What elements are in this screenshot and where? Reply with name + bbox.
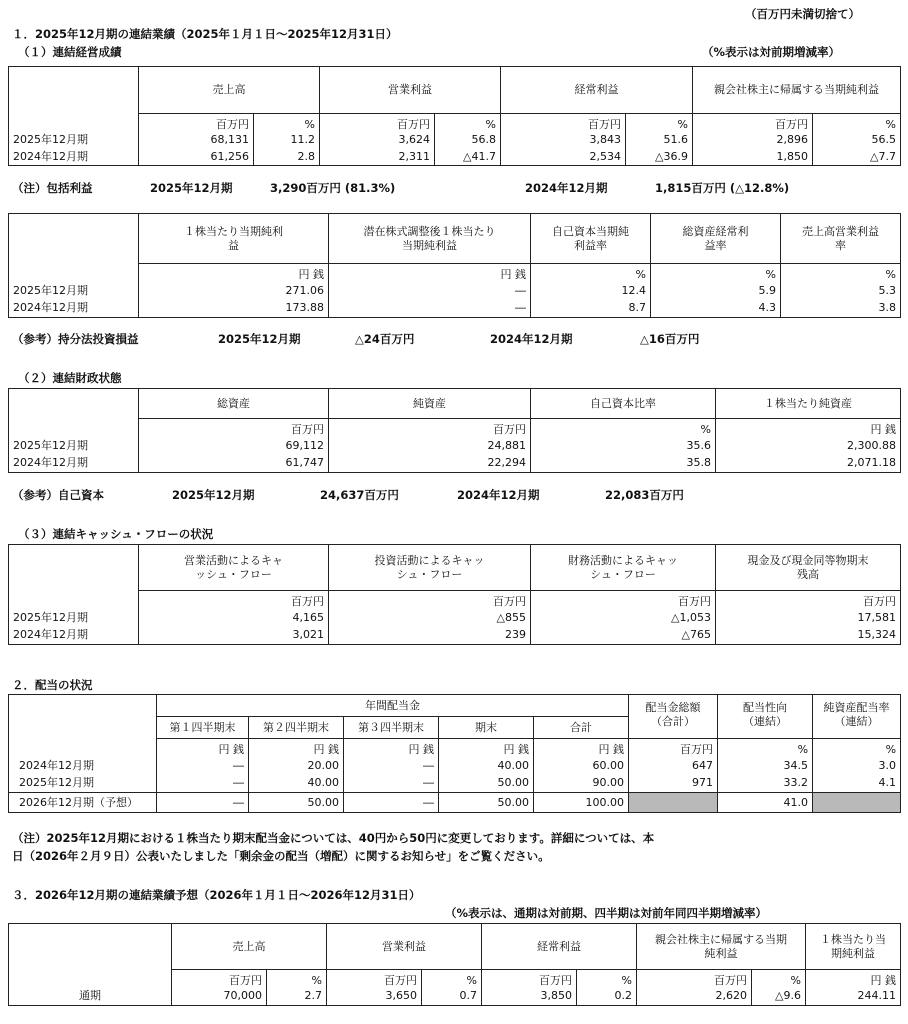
value-cell: ― [329,282,531,300]
unit-cell: 百万円 [329,419,531,437]
unit-cell: % [254,114,320,132]
corner-cell [9,695,157,739]
shaded-cell [813,793,901,813]
shaded-cell [629,793,718,813]
value-cell: 50.00 [249,793,344,813]
comprehensive-income-period1: 2025年12月期 [150,181,233,195]
header-investing-cf: 投資活動によるキャッシュ・フロー [329,545,531,591]
unit-cell: % [813,114,901,132]
unit-cell: % [781,264,901,282]
value-cell: 50.00 [439,775,534,793]
unit-cell: 百万円 [716,591,901,609]
value-cell: △1,053 [531,609,716,627]
value-cell: 1,850 [693,149,813,166]
unit-cell: 百万円 [482,970,577,988]
header-financing-cf: 財務活動によるキャッシュ・フロー [531,545,716,591]
value-cell: 2.8 [254,149,320,166]
unit-cell: 円 銭 [716,419,901,437]
table-row [9,455,901,473]
header-q3-end: 第３四半期末 [344,717,439,739]
value-cell: 35.8 [531,455,716,473]
own-capital-value1: 24,637百万円 [320,488,399,502]
header-year-end: 期末 [439,717,534,739]
comprehensive-income-period2: 2024年12月期 [525,181,608,195]
unit-cell: 円 銭 [329,264,531,282]
unit-cell: 百万円 [501,114,626,132]
unit-cell: 百万円 [320,114,435,132]
row-label: 2025年12月期 [9,609,139,627]
value-cell: 40.00 [249,775,344,793]
unit-cell: 円 銭 [249,739,344,757]
value-cell: 70,000 [172,988,267,1006]
unit-row-label [9,264,139,282]
unit-cell: 円 銭 [157,739,249,757]
table-row [9,775,901,793]
unit-cell: 百万円 [329,591,531,609]
comprehensive-income-label: （注）包括利益 [12,181,93,195]
header-q2-end: 第２四半期末 [249,717,344,739]
row-label: 2024年12月期 [9,627,139,645]
value-cell: 61,747 [139,455,329,473]
value-cell: ― [329,300,531,318]
header-doe: 純資産配当率（連結） [813,695,901,739]
section1-sub-title: （１）連結経営成績 [18,45,122,59]
unit-note: （百万円未満切捨て） [745,7,860,21]
unit-cell: % [752,970,806,988]
header-diluted-eps: 潜在株式調整後１株当たり当期純利益 [329,214,531,264]
header-sales: 売上高 [139,67,320,114]
per-share-table [8,213,901,318]
value-cell: 2,620 [637,988,752,1006]
corner-cell [9,67,139,114]
value-cell: △9.6 [752,988,806,1006]
section1-title: １．2025年12月期の連結業績（2025年１月１日～2025年12月31日） [12,27,398,41]
value-cell: 50.00 [439,793,534,813]
unit-cell: 百万円 [637,970,752,988]
unit-cell: % [813,739,901,757]
header-cash-end: 現金及び現金同等物期末残高 [716,545,901,591]
table-row [9,988,901,1006]
unit-cell: 百万円 [531,591,716,609]
header-total-assets: 総資産 [139,389,329,419]
corner-cell [9,924,172,970]
header-net-income: 親会社株主に帰属する当期純利益 [637,924,806,970]
value-cell: 0.2 [577,988,637,1006]
row-label: 2025年12月期 [9,282,139,300]
header-q1-end: 第１四半期末 [157,717,249,739]
unit-cell: % [531,419,716,437]
value-cell: 3.8 [781,300,901,318]
table-row [9,757,901,775]
row-label: 通期 [9,988,172,1006]
unit-cell: % [718,739,813,757]
value-cell: 68,131 [139,132,254,149]
unit-cell: % [267,970,327,988]
header-total: 合計 [534,717,629,739]
header-net-income: 親会社株主に帰属する当期純利益 [693,67,901,114]
value-cell: 244.11 [806,988,901,1006]
own-capital-value2: 22,083百万円 [605,488,684,502]
value-cell: 3.0 [813,757,901,775]
unit-cell: 百万円 [693,114,813,132]
value-cell: 0.7 [422,988,482,1006]
value-cell: 11.2 [254,132,320,149]
equity-method-period1: 2025年12月期 [218,332,301,346]
table-row [9,300,901,318]
cash-flow-table [8,544,901,645]
own-capital-label: （参考）自己資本 [12,488,104,502]
header-ordinary-income: 経常利益 [501,67,693,114]
value-cell: 60.00 [534,757,629,775]
dividend-note-line2: 日（2026年２月９日）公表いたしました「剰余金の配当（増配）に関するお知らせ」をご覧ください。 [12,849,550,863]
value-cell: 90.00 [534,775,629,793]
value-cell: 2.7 [267,988,327,1006]
row-label: 2024年12月期 [9,300,139,318]
value-cell: △7.7 [813,149,901,166]
unit-cell: 百万円 [139,114,254,132]
value-cell: 3,021 [139,627,329,645]
value-cell: △36.9 [626,149,693,166]
value-cell: 12.4 [531,282,651,300]
unit-cell: 百万円 [172,970,267,988]
value-cell: 33.2 [718,775,813,793]
dividends-title: ２．配当の状況 [12,678,93,692]
equity-method-value2: △16百万円 [640,332,700,346]
value-cell: 22,294 [329,455,531,473]
unit-cell: 円 銭 [439,739,534,757]
equity-method-value1: △24百万円 [355,332,415,346]
value-cell: △855 [329,609,531,627]
value-cell: 3,843 [501,132,626,149]
value-cell: 15,324 [716,627,901,645]
unit-cell: 百万円 [139,591,329,609]
section3-title: （３）連結キャッシュ・フローの状況 [18,527,214,541]
row-label: 2024年12月期 [9,149,139,166]
unit-cell: % [577,970,637,988]
unit-cell: % [531,264,651,282]
header-payout-ratio: 配当性向（連結） [718,695,813,739]
operating-results-table [8,66,901,166]
unit-cell: 円 銭 [806,970,901,988]
header-net-assets: 純資産 [329,389,531,419]
value-cell: 3,850 [482,988,577,1006]
value-cell: 51.6 [626,132,693,149]
value-cell: 2,534 [501,149,626,166]
table-row [9,132,901,149]
dividend-note-line1: （注）2025年12月期における１株当たり期末配当金については、40円から50円に変更しております。詳細については、本 [12,831,655,845]
value-cell: 56.5 [813,132,901,149]
table-row [9,627,901,645]
comprehensive-income-value1: 3,290百万円 (81.3%) [270,181,396,195]
value-cell: 8.7 [531,300,651,318]
value-cell: 4.1 [813,775,901,793]
comprehensive-income-value2: 1,815百万円 (△12.8%) [655,181,790,195]
row-label: 2025年12月期 [9,775,157,793]
value-cell: 2,896 [693,132,813,149]
header-equity-ratio: 自己資本比率 [531,389,716,419]
pct-note: （%表示は対前期増減率） [702,45,841,59]
header-operating-income: 営業利益 [320,67,501,114]
header-total-dividends: 配当金総額（合計） [629,695,718,739]
own-capital-period2: 2024年12月期 [457,488,540,502]
unit-cell: % [651,264,781,282]
value-cell: 3,650 [327,988,422,1006]
unit-cell: 百万円 [139,419,329,437]
value-cell: 24,881 [329,437,531,455]
corner-cell [9,545,139,591]
unit-cell: 百万円 [327,970,422,988]
forecast-row [9,793,901,813]
value-cell: ― [344,775,439,793]
corner-cell [9,214,139,264]
unit-row-label [9,970,172,988]
forecast-table [8,923,901,1006]
value-cell: 100.00 [534,793,629,813]
value-cell: 41.0 [718,793,813,813]
header-operating-cf: 営業活動によるキャッシュ・フロー [139,545,329,591]
value-cell: 34.5 [718,757,813,775]
value-cell: ― [344,757,439,775]
table-row [9,149,901,166]
header-ordinary-income: 経常利益 [482,924,637,970]
unit-cell: % [435,114,501,132]
value-cell: 40.00 [439,757,534,775]
unit-cell: 円 銭 [534,739,629,757]
value-cell: 2,300.88 [716,437,901,455]
value-cell: 239 [329,627,531,645]
header-eps: １株当たり当期純利益 [139,214,329,264]
forecast-title: ３．2026年12月期の連結業績予想（2026年１月１日～2026年12月31日） [12,888,421,902]
value-cell: 647 [629,757,718,775]
unit-cell: % [626,114,693,132]
unit-cell: % [422,970,482,988]
value-cell: 173.88 [139,300,329,318]
value-cell: ― [344,793,439,813]
header-operating-margin: 売上高営業利益率 [781,214,901,264]
row-label: 2024年12月期 [9,455,139,473]
table-row [9,282,901,300]
header-sales: 売上高 [172,924,327,970]
value-cell: 17,581 [716,609,901,627]
value-cell: ― [157,775,249,793]
value-cell: 4,165 [139,609,329,627]
value-cell: 971 [629,775,718,793]
header-operating-income: 営業利益 [327,924,482,970]
own-capital-period1: 2025年12月期 [172,488,255,502]
value-cell: △41.7 [435,149,501,166]
header-roa: 総資産経常利益率 [651,214,781,264]
value-cell: 5.3 [781,282,901,300]
row-label: 2025年12月期 [9,132,139,149]
header-annual-dividend: 年間配当金 [157,695,629,717]
value-cell: ― [157,793,249,813]
unit-row-label [9,591,139,609]
value-cell: 20.00 [249,757,344,775]
value-cell: 56.8 [435,132,501,149]
value-cell: 2,071.18 [716,455,901,473]
value-cell: △765 [531,627,716,645]
equity-method-label: （参考）持分法投資損益 [12,332,139,346]
header-bps: １株当たり純資産 [716,389,901,419]
row-label: 2024年12月期 [9,757,157,775]
corner-cell [9,389,139,419]
unit-cell: 円 銭 [139,264,329,282]
unit-cell: 円 銭 [344,739,439,757]
dividends-table [8,694,901,813]
value-cell: 271.06 [139,282,329,300]
unit-row-label [9,114,139,132]
value-cell: 69,112 [139,437,329,455]
table-row [9,437,901,455]
unit-cell: 百万円 [629,739,718,757]
value-cell: 5.9 [651,282,781,300]
header-roe: 自己資本当期純利益率 [531,214,651,264]
value-cell: 3,624 [320,132,435,149]
forecast-pct-note: （%表示は、通期は対前期、四半期は対前年同四半期増減率） [445,906,768,920]
value-cell: 61,256 [139,149,254,166]
value-cell: 35.6 [531,437,716,455]
section2-title: （２）連結財政状態 [18,371,122,385]
row-label: 2026年12月期（予想） [9,793,157,813]
unit-row-label [9,419,139,437]
value-cell: 4.3 [651,300,781,318]
row-label: 2025年12月期 [9,437,139,455]
table-row [9,609,901,627]
unit-row-label [9,739,157,757]
financial-position-table [8,388,901,473]
value-cell: 2,311 [320,149,435,166]
header-eps: １株当たり当期純利益 [806,924,901,970]
equity-method-period2: 2024年12月期 [490,332,573,346]
value-cell: ― [157,757,249,775]
